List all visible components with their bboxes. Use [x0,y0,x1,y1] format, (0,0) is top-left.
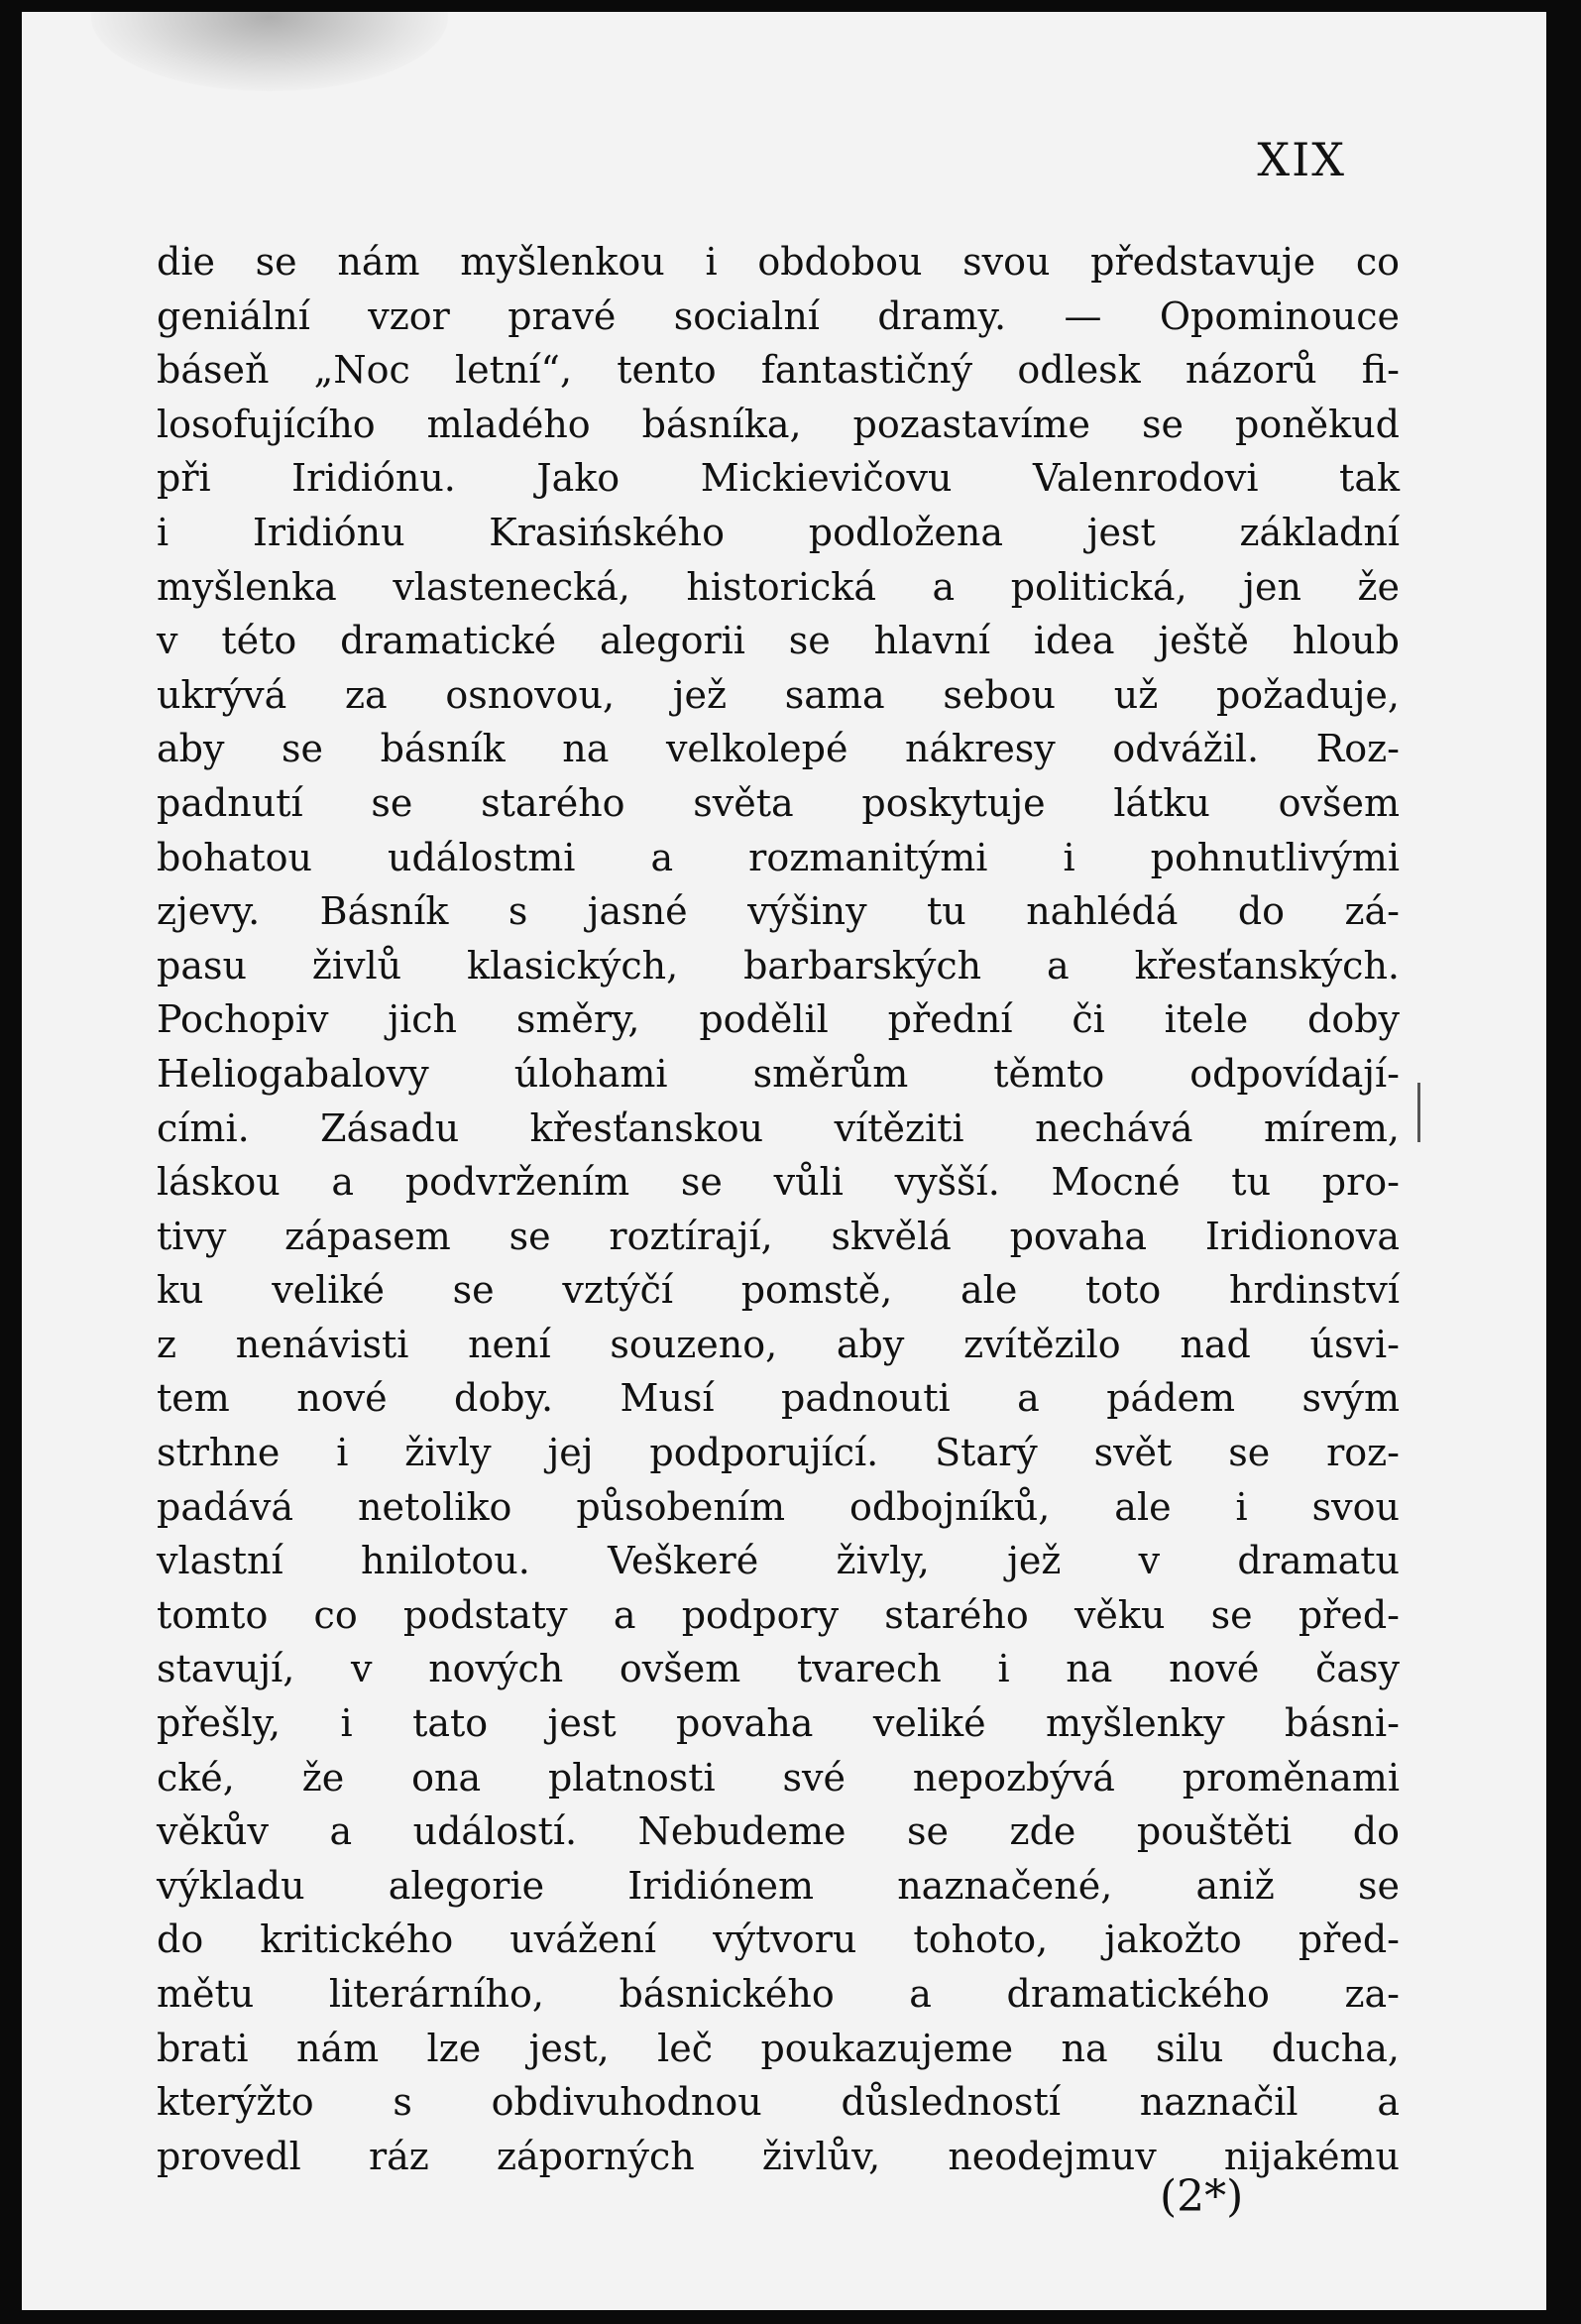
page-number: XIX [1257,133,1346,186]
text-line: Pochopiv jich směry, podělil přední či itele doby [157,997,1400,1042]
text-line: bohatou událostmi a rozmanitými i pohnutlivými [157,835,1400,879]
text-line: padnutí se starého světa poskytuje látku ovšem [157,780,1400,825]
text-line: ku veliké se vztýčí pomstě, ale toto hrdinství [157,1268,1400,1313]
text-line: do kritického uvážení výtvoru tohoto, jakožto před- [157,1917,1400,1962]
text-line: kterýžto s obdivuhodnou důsledností naznačil a [157,2080,1400,2125]
text-line: tem nové doby. Musí padnouti a pádem svým [157,1376,1400,1421]
signature-mark: (2*) [1160,2171,1244,2222]
text-line: cké, že ona platnosti své nepozbývá proměnami [157,1755,1400,1800]
text-line: losofujícího mladého básníka, pozastavíme se poněkud [157,402,1400,446]
text-line: ukrývá za osnovou, jež sama sebou už požaduje, [157,672,1400,717]
text-line: provedl ráz záporných živlův, neodejmuv nijakému [157,2134,1400,2178]
text-line: tivy zápasem se roztírají, skvělá povaha Iridionova [157,1214,1400,1258]
text-line: při Iridiónu. Jako Mickievičovu Valenrodovi tak [157,456,1400,501]
text-line: padává netoliko působením odbojníků, ale i svou [157,1484,1400,1529]
text-line: výkladu alegorie Iridiónem naznačené, aniž se [157,1863,1400,1908]
text-line: Heliogabalovy úlohami směrům těmto odpovídají- [157,1051,1400,1096]
text-line: z nenávisti není souzeno, aby zvítězilo nad úsvi- [157,1322,1400,1366]
text-line: vlastní hnilotou. Veškeré živly, jež v dramatu [157,1539,1400,1583]
margin-mark [1417,1083,1420,1142]
text-line: strhne i živly jej podporující. Starý svět se roz- [157,1431,1400,1475]
text-line: i Iridiónu Krasińského podložena jest základní [157,510,1400,554]
text-line: zjevy. Básník s jasné výšiny tu nahlédá do zá- [157,889,1400,934]
text-line: die se nám myšlenkou i obdobou svou představuje co [157,240,1400,284]
text-line: věkův a událostí. Nebudeme se zde pouštěti do [157,1809,1400,1854]
text-line: tomto co podstaty a podpory starého věku se před- [157,1592,1400,1637]
text-line: přešly, i tato jest povaha veliké myšlenky básni- [157,1701,1400,1746]
text-line: stavují, v nových ovšem tvarech i na nové časy [157,1647,1400,1691]
text-line: v této dramatické alegorii se hlavní idea ještě hloub [157,619,1400,663]
text-line: myšlenka vlastenecká, historická a politická, jen že [157,564,1400,609]
text-line: pasu živlů klasických, barbarských a křesťanských. [157,943,1400,988]
text-line: láskou a podvržením se vůli vyšší. Mocné tu pro- [157,1160,1400,1205]
text-line: geniální vzor pravé socialní dramy. — Opominouce [157,293,1400,338]
text-line: aby se básník na velkolepé nákresy odvážil. Roz- [157,727,1400,771]
text-line: mětu literárního, básnického a dramatického za- [157,1972,1400,2016]
body-text [157,235,1400,2183]
scan-shadow [91,12,448,91]
book-page [22,12,1546,2310]
text-line: cími. Zásadu křesťanskou vítěziti nechává mírem, [157,1105,1400,1150]
text-line: báseň „Noc letní“, tento fantastičný odlesk názorů fi- [157,348,1400,393]
text-line: brati nám lze jest, leč poukazujeme na silu ducha, [157,2026,1400,2070]
